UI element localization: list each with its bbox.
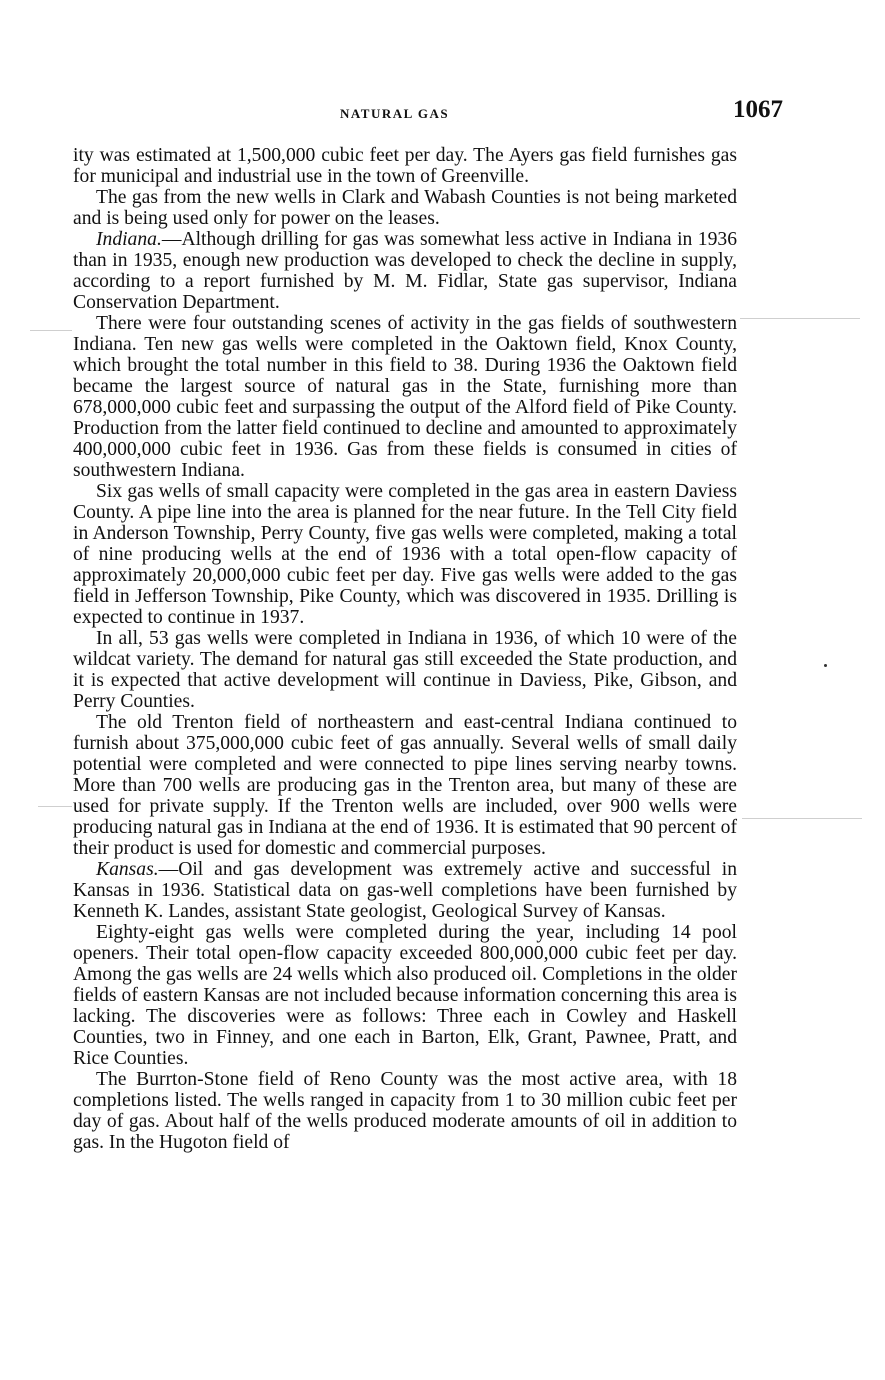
- running-head: NATURAL GAS: [340, 106, 450, 121]
- paragraph: [73, 229, 737, 313]
- paragraph-text: There were four outstanding scenes of activity in the gas fields of southwestern Indiana. Ten new gas wells were completed in the Oaktown field, Knox County, which brought the total number in this field to 38. During 1936 the Oaktown field became the largest source of natural gas in the State, furnishing more than 678,000,000 cubic feet and surpassing the output of the Alford field of Pike County. Production from the latter field continued to decline and amounted to approximately 400,000,000 cubic feet in 1936. Gas from these fields is consumed in cities of southwestern Indiana.: [73, 313, 737, 481]
- paragraph-text: Six gas wells of small capacity were completed in the gas area in eastern Daviess County. A pipe line into the area is planned for the near future. In the Tell City field in Anderson Township, Perry County, five gas wells were completed, making a total of nine producing wells at the end of 1936 with a total open-flow capacity of approximately 20,000,000 cubic feet per day. Five gas wells were added to the gas field in Jefferson Township, Pike County, which was discovered in 1935. Drilling is expected to continue in 1937.: [73, 481, 737, 628]
- paragraph-text: —Although drilling for gas was somewhat less active in Indiana in 1936 than in 1935, enough new production was developed to check the decline in supply, according to a report furnished by M. M. Fidlar, State gas supervisor, Indiana Conservation Department.: [73, 229, 737, 313]
- paragraph-lead: Indiana.: [96, 229, 162, 250]
- paragraph-text: —Oil and gas development was extremely active and successful in Kansas in 1936. Statistical data on gas-well completions have been furnished by Kenneth K. Landes, assistant State geologist, Geological Survey of Kansas.: [73, 859, 737, 922]
- paragraph-lead: Kansas.: [96, 859, 159, 880]
- scan-artifact-line: [742, 818, 862, 819]
- paragraph: [73, 313, 737, 481]
- paragraph-text: ity was estimated at 1,500,000 cubic feet per day. The Ayers gas field furnishes gas for municipal and industrial use in the town of Greenville.: [73, 145, 737, 187]
- paragraph-text: The old Trenton field of northeastern and east-central Indiana continued to furnish about 375,000,000 cubic feet of gas annually. Several wells of small daily potential were completed and were connected to pipe lines serving nearby towns. More than 700 wells are producing gas in the Trenton area, but many of these are used for private supply. If the Trenton wells are included, over 900 wells were producing natural gas in Indiana at the end of 1936. It is estimated that 90 percent of their product is used for domestic and commercial purposes.: [73, 712, 737, 859]
- paragraph: [73, 145, 737, 187]
- paragraph: [73, 1069, 737, 1153]
- page-number: 1067: [733, 96, 783, 123]
- paragraph-text: The gas from the new wells in Clark and Wabash Counties is not being marketed and is being used only for power on the leases.: [73, 187, 737, 229]
- body-text: [73, 145, 737, 1153]
- paragraph: [73, 922, 737, 1069]
- paragraph: [73, 712, 737, 859]
- paragraph-text: In all, 53 gas wells were completed in Indiana in 1936, of which 10 were of the wildcat variety. The demand for natural gas still exceeded the State production, and it is expected that active development will continue in Daviess, Pike, Gibson, and Perry Counties.: [73, 628, 737, 712]
- paragraph: [73, 187, 737, 229]
- paragraph: [73, 859, 737, 922]
- paragraph: [73, 628, 737, 712]
- scan-artifact-line: [30, 330, 72, 331]
- scan-artifact-line: [38, 806, 72, 807]
- scan-artifact-line: [740, 318, 860, 319]
- paragraph-text: Eighty-eight gas wells were completed during the year, including 14 pool openers. Their total open-flow capacity exceeded 800,000,000 cubic feet per day. Among the gas wells are 24 wells which also produced oil. Completions in the older fields of eastern Kansas are not included because information concerning this area is lacking. The discoveries were as follows: Three each in Cowley and Haskell Counties, two in Finney, and one each in Barton, Elk, Grant, Pawnee, Pratt, and Rice Counties.: [73, 922, 737, 1069]
- paragraph-text: The Burrton-Stone field of Reno County was the most active area, with 18 completions listed. The wells ranged in capacity from 1 to 30 million cubic feet per day of gas. About half of the wells produced moderate amounts of oil in addition to gas. In the Hugoton field of: [73, 1069, 737, 1153]
- scan-speck: [824, 664, 827, 667]
- paragraph: [73, 481, 737, 628]
